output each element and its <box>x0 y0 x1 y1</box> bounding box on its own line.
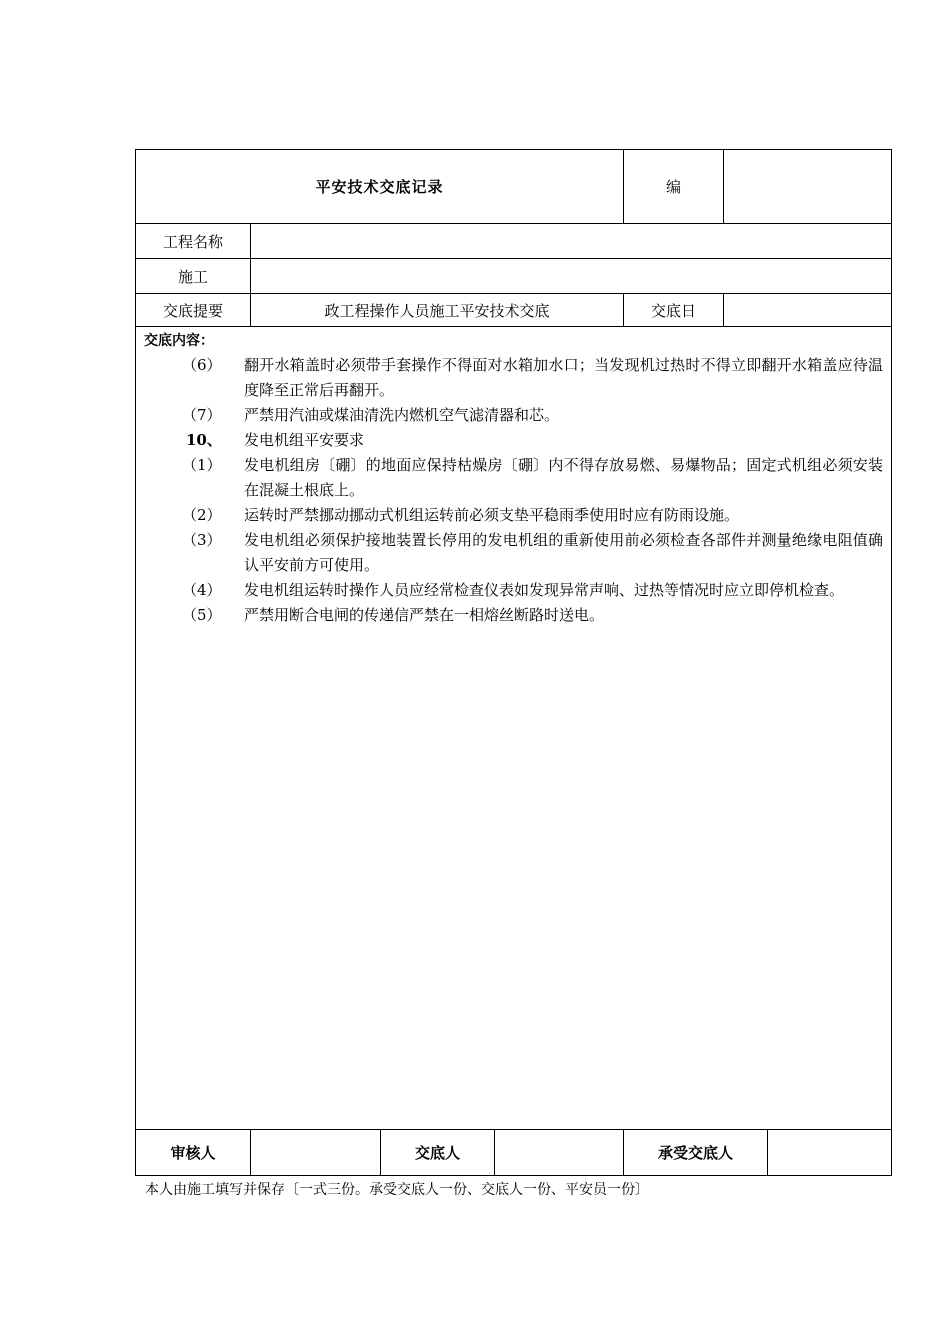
list-item <box>144 353 883 403</box>
summary-label: 交底提要 <box>136 294 251 327</box>
project-name-value[interactable] <box>251 224 892 259</box>
list-item <box>144 503 883 528</box>
construction-value[interactable] <box>251 259 892 294</box>
receiver-label: 承受交底人 <box>624 1130 768 1176</box>
disclosure-content <box>136 327 892 1130</box>
item-text: 运转时严禁挪动挪动式机组运转前必须支垫平稳雨季使用时应有防雨设施。 <box>244 506 740 524</box>
item-text: 发电机组房〔硼〕的地面应保持枯燥房〔硼〕内不得存放易燃、易爆物品；固定式机组必须安装在混凝土根底上。 <box>244 456 884 499</box>
item-number: （7） <box>182 406 222 424</box>
list-item <box>144 578 883 603</box>
list-item <box>144 453 883 503</box>
content-heading: 交底内容： <box>144 333 214 349</box>
reviewer-value[interactable] <box>251 1130 381 1176</box>
item-text: 发电机组平安要求 <box>244 431 365 449</box>
item-text: 严禁用断合电闸的传递信严禁在一相熔丝断路时送电。 <box>244 606 605 624</box>
item-number: （6） <box>182 356 222 374</box>
construction-label: 施工 <box>136 259 251 294</box>
list-item <box>144 403 883 428</box>
item-number: （4） <box>182 581 222 599</box>
page-title: 平安技术交底记录 <box>136 150 624 224</box>
safety-disclosure-table <box>135 149 892 1176</box>
item-text: 发电机组必须保护接地装置长停用的发电机组的重新使用前必须检查各部件并测量绝缘电阻值确认平安前方可使用。 <box>244 531 884 574</box>
list-item <box>144 428 883 453</box>
reviewer-label: 审核人 <box>136 1130 251 1176</box>
footnote: 本人由施工填写并保存〔一式三份。承受交底人一份、交底人一份、平安员一份〕 <box>145 1182 649 1198</box>
summary-value: 政工程操作人员施工平安技术交底 <box>251 294 624 327</box>
item-text: 发电机组运转时操作人员应经常检查仪表如发现异常声响、过热等情况时应立即停机检查。 <box>244 581 845 599</box>
receiver-value[interactable] <box>768 1130 892 1176</box>
item-number: 10、 <box>186 431 222 449</box>
code-value[interactable] <box>724 150 892 224</box>
discloser-label: 交底人 <box>381 1130 495 1176</box>
item-number: （3） <box>182 531 222 549</box>
project-name-label: 工程名称 <box>136 224 251 259</box>
item-number: （2） <box>182 506 222 524</box>
item-number: （5） <box>182 606 222 624</box>
list-item <box>144 603 883 628</box>
list-item <box>144 528 883 578</box>
code-label: 编 <box>624 150 724 224</box>
item-number: （1） <box>182 456 222 474</box>
item-text: 严禁用汽油或煤油清洗内燃机空气滤清器和芯。 <box>244 406 560 424</box>
item-text: 翻开水箱盖时必须带手套操作不得面对水箱加水口；当发现机过热时不得立即翻开水箱盖应待温度降至正常后再翻开。 <box>244 356 884 399</box>
discloser-value[interactable] <box>495 1130 624 1176</box>
date-label: 交底日 <box>624 294 724 327</box>
date-value[interactable] <box>724 294 892 327</box>
